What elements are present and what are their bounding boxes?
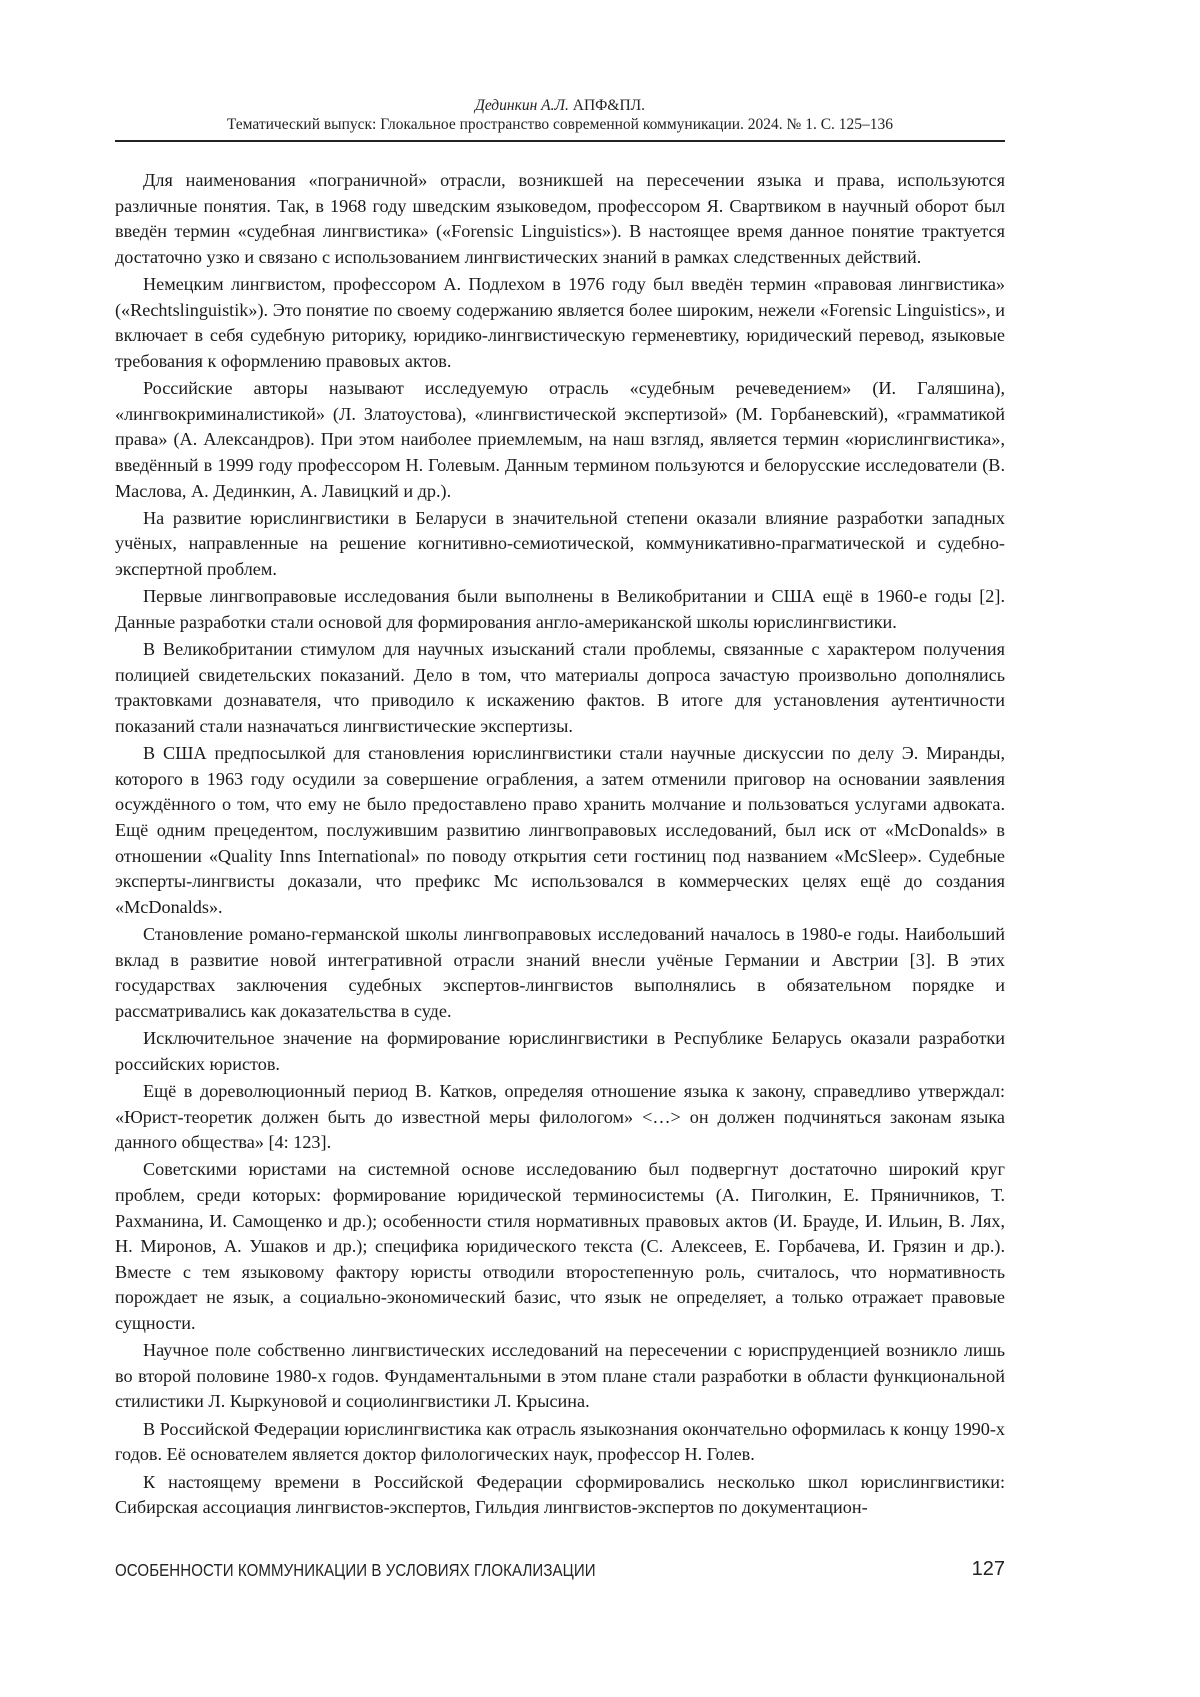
paragraph: На развитие юрислингвистики в Беларуси в значительной степени оказали влияние разработки западных учёных, направленные на решение когнитивно-семиотической, коммуникативно-прагматической и судебно-экспертной проблем. xyxy=(115,507,1005,579)
paragraph: Для наименования «пограничной» отрасли, возникшей на пересечении языка и права, используются различные понятия. Так, в 1968 году шведским языковедом, профессором Я. Свартвиком в научный оборот был введён термин «судебная лингвистика» («Forensic Linguistics»). В настоящее время данное понятие трактуется достаточно узко и связано с использованием лингвистических знаний в рамках следственных действий. xyxy=(115,170,1005,267)
paragraph: Исключительное значение на формирование юрислингвистики в Республике Беларусь оказали разработки российских юристов. xyxy=(115,1028,1005,1074)
paragraph: Ещё в дореволюционный период В. Катков, определяя отношение языка к закону, справедливо утверждал: «Юрист-теоретик должен быть до известной меры филологом» <…> он должен подчиняться законам языка данного общества» [4: 123]. xyxy=(115,1080,1005,1153)
paragraph: Становление романо-германской школы лингвоправовых исследований началось в 1980-е годы. Наибольший вклад в развитие новой интегративной отрасли знаний внесли учёные Германии и Австрии [3]. В этих государствах заключения судебных экспертов-лингвистов выполнялись в обязательном порядке и рассматривались как доказательства в суде. xyxy=(115,924,1005,1021)
article-body xyxy=(115,168,1005,1523)
paragraph: К настоящему времени в Российской Федерации сформировались несколько школ юрислингвистики: Сибирская ассоциация лингвистов-экспертов, Гильдия лингвистов-экспертов по документацион- xyxy=(115,1471,1005,1518)
paragraph: Первые лингвоправовые исследования были выполнены в Великобритании и США ещё в 1960-е годы [2]. Данные разработки стали основой для формирования англо-американской школы юрислингвистики. xyxy=(115,586,1005,632)
paragraph: Российские авторы называют исследуемую отрасль «судебным речеведением» (И. Галяшина), «лингвокриминалистикой» (Л. Златоустова), «лингвистической экспертизой» (М. Горбаневский), «грамматикой права» (А. Александров). При этом наиболее приемлемым, на наш взгляд, является термин «юрислингвистика», введённый в 1999 году профессором Н. Голевым. Данным термином пользуются и белорусские исследователи (В. Маслова, А. Дединкин, А. Лавицкий и др.). xyxy=(115,378,1005,501)
running-head-issue: Тематический выпуск: Глокальное пространство современной коммуникации. 2024. № 1. С. 125–136 xyxy=(226,116,894,133)
page-number: 127 xyxy=(971,1558,1005,1580)
running-head xyxy=(115,96,1005,134)
running-head-authors: Дединкин А.Л. xyxy=(474,97,569,114)
paragraph: Немецким лингвистом, профессором А. Подлехом в 1976 году был введён термин «правовая лингвистика» («Rechtslinguistik»). Это понятие по своему содержанию является более широким, нежели «Forensic Linguistics», и включает в себя судебную риторику, юридико-лингвистическую герменевтику, юридический перевод, языковые требования к оформлению правовых актов. xyxy=(115,274,1005,371)
paragraph: Научное поле собственно лингвистических исследований на пересечении с юриспруденцией возникло лишь во второй половине 1980-х годов. Фундаментальными в этом плане стали разработки в области функциональной стилистики Л. Кыркуновой и социолингвистики Л. Крысина. xyxy=(115,1340,1005,1412)
header-divider xyxy=(115,140,1005,142)
running-head-line-1 xyxy=(115,96,1005,115)
paragraph: Советскими юристами на системной основе исследованию был подвергнут достаточно широкий круг проблем, среди которых: формирование юридической терминосистемы (А. Пиголкин, Е. Пряничников, Т. Рахманина, И. Самощенко и др.); особенности стиля нормативных правовых актов (И. Брауде, И. Ильин, В. Лях, Н. Миронов, А. Ушаков и др.); специфика юридического текста (С. Алексеев, Е. Горбачева, И. Грязин и др.). Вместе с тем языковому фактору юристы отводили второстепенную роль, считалось, что нормативность порождает не язык, а социально-экономический базис, что язык не определяет, а только отражает правовые сущности. xyxy=(115,1159,1005,1333)
footer-section-title: ОСОБЕННОСТИ КОММУНИКАЦИИ В УСЛОВИЯХ ГЛОКАЛИЗАЦИИ xyxy=(115,1560,596,1580)
running-head-journal: АПФ&ПЛ. xyxy=(572,97,646,114)
paragraph: В США предпосылкой для становления юрислингвистики стали научные дискуссии по делу Э. Миранды, которого в 1963 году осудили за совершение ограбления, а затем отменили приговор на основании заявления осуждённого о том, что ему не было предоставлено право хранить молчание и пользоваться услугами адвоката. Ещё одним прецедентом, послужившим развитию лингвоправовых исследований, был иск от «McDonalds» в отношении «Quality Inns International» по поводу открытия сети гостиниц под названием «McSleep». Судебные эксперты-лингвисты доказали, что префикс Mc использовался в коммерческих целях ещё до создания «McDonalds». xyxy=(115,743,1005,917)
paragraph: В Великобритании стимулом для научных изысканий стали проблемы, связанные с характером получения полицией свидетельских показаний. Дело в том, что материалы допроса зачастую произвольно дополнялись трактовками дознавателя, что приводило к искажению фактов. В итоге для установления аутентичности показаний стали назначаться лингвистические экспертизы. xyxy=(115,639,1005,736)
paragraph: В Российской Федерации юрислингвистика как отрасль языкознания окончательно оформилась к концу 1990-х годов. Её основателем является доктор филологических наук, профессор Н. Голев. xyxy=(115,1418,1005,1465)
